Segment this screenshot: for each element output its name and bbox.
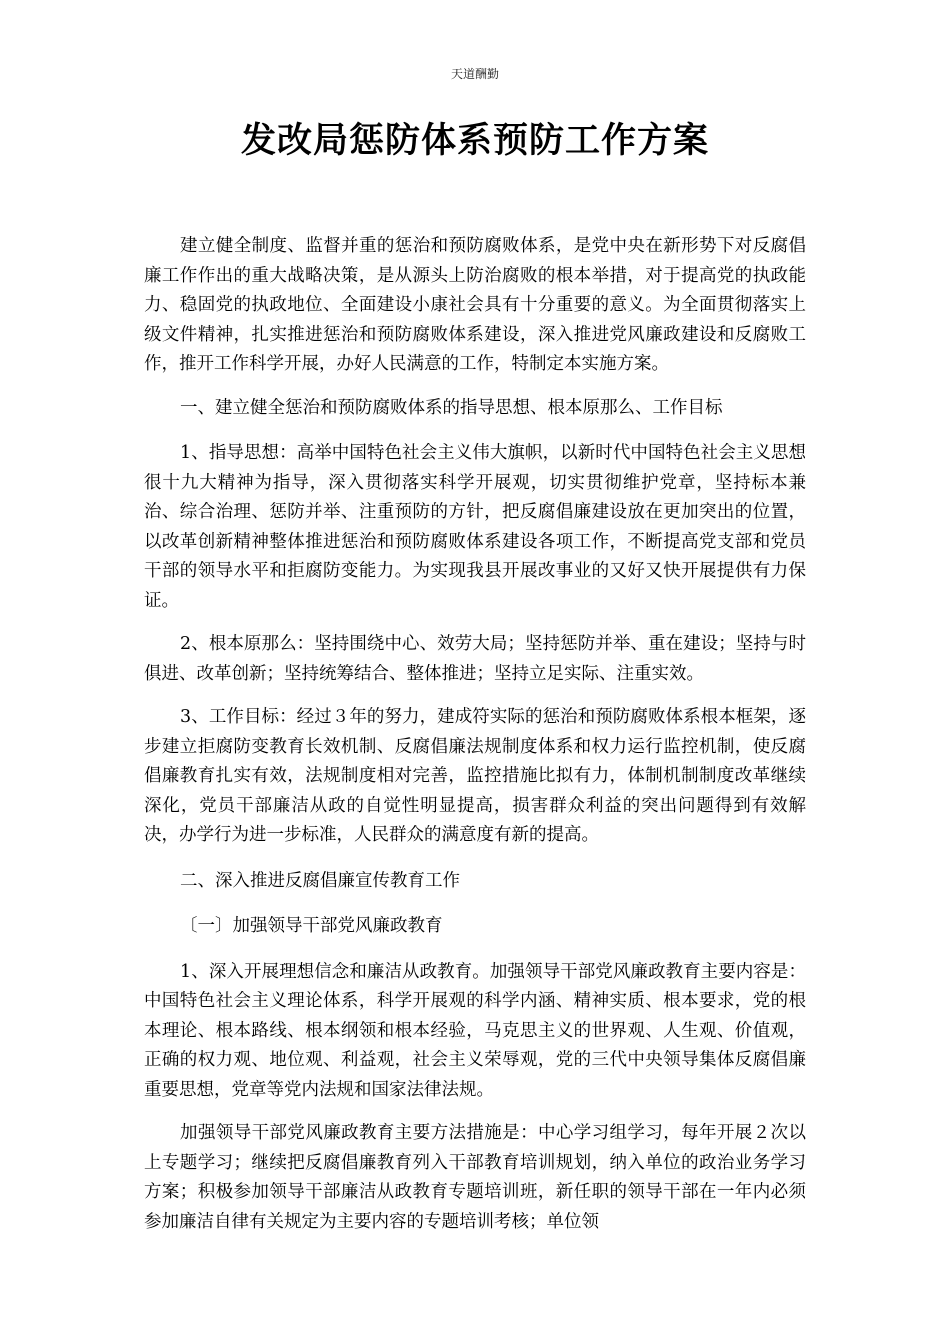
paragraph-work-goals: 3、工作目标：经过３年的努力，建成符实际的惩治和预防腐败体系根本框架，逐步建立拒腐防变教育长效机制、反腐倡廉法规制度体系和权力运行监控机制，使反腐倡廉教育扎实有效，法规制度相对完善，监控措施比拟有力，体制机制制度改革继续深化，党员干部廉洁从政的自觉性明显提高，损害群众利益的突出问题得到有效解决，办学行为进一步标准，人民群众的满意度有新的提高。	[144, 707, 806, 845]
paragraph-education-measures: 加强领导干部党风廉政教育主要方法措施是：中心学习组学习，每年开展２次以上专题学习；继续把反腐倡廉教育列入干部教育培训规划，纳入单位的政治业务学习方案；积极参加领导干部廉洁从政教育专题培训班，新任职的领导干部在一年内必须参加廉洁自律有关规定为主要内容的专题培训考核；单位领	[144, 1123, 806, 1232]
paragraph-guiding-ideology: 1、指导思想：高举中国特色社会主义伟大旗帜，以新时代中国特色社会主义思想很十九大精神为指导，深入贯彻落实科学开展观，切实贯彻维护党章，坚持标本兼治、综合治理、惩防并举、注重预防的方针，把反腐倡廉建设放在更加突出的位置，以改革创新精神整体推进惩治和预防腐败体系建设各项工作，不断提高党支部和党员干部的领导水平和拒腐防变能力。为实现我县开展改事业的又好又快开展提供有力保证。	[144, 443, 806, 611]
subsection-heading-1: 〔一〕加强领导干部党风廉政教育	[180, 916, 443, 936]
section-heading-1: 一、建立健全惩治和预防腐败体系的指导思想、根本原那么、工作目标	[180, 397, 723, 418]
document-body	[144, 232, 806, 1237]
document-title: 发改局惩防体系预防工作方案	[240, 120, 709, 161]
section-heading-2: 二、深入推进反腐倡廉宣传教育工作	[180, 870, 461, 891]
paragraph-ideals-education: 1、深入开展理想信念和廉洁从政教育。加强领导干部党风廉政教育主要内容是：中国特色社会主义理论体系，科学开展观的科学内涵、精神实质、根本要求，党的根本理论、根本路线、根本纲领和根本经验，马克思主义的世界观、人生观、价值观，正确的权力观、地位观、利益观，社会主义荣辱观，党的三代中央领导集体反腐倡廉重要思想，党章等党内法规和国家法律法规。	[144, 961, 806, 1100]
paragraph-basic-principles: 2、根本原那么：坚持围绕中心、效劳大局；坚持惩防并举、重在建设；坚持与时俱进、改革创新；坚持统筹结合、整体推进；坚持立足实际、注重实效。	[144, 634, 806, 684]
page-header: 天道酬勤	[450, 67, 499, 81]
paragraph-intro: 建立健全制度、监督并重的惩治和预防腐败体系，是党中央在新形势下对反腐倡廉工作作出的重大战略决策，是从源头上防治腐败的根本举措，对于提高党的执政能力、稳固党的执政地位、全面建设小康社会具有十分重要的意义。为全面贯彻落实上级文件精神，扎实推进惩治和预防腐败体系建设，深入推进党风廉政建设和反腐败工作，推开工作科学开展，办好人民满意的工作，特制定本实施方案。	[144, 236, 806, 374]
